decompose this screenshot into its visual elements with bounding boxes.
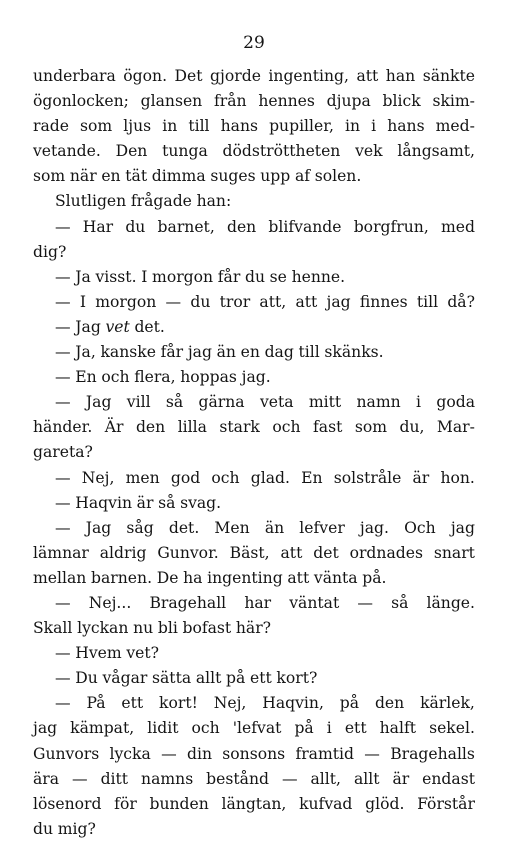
- word: god: [170, 468, 201, 487]
- word: halft: [379, 719, 417, 738]
- word: Är: [104, 418, 124, 437]
- word: dimma: [151, 167, 206, 186]
- word: i: [416, 393, 422, 412]
- word: jag.: [359, 518, 389, 537]
- word: mig?: [57, 819, 96, 838]
- word: Haqvin,: [262, 694, 324, 713]
- word: din: [186, 744, 212, 763]
- word: från: [213, 92, 247, 111]
- word: lösenord: [33, 794, 102, 813]
- word: Bäst,: [229, 543, 270, 562]
- word: fast: [313, 418, 343, 437]
- word: såg: [126, 518, 154, 537]
- word: —: [55, 292, 71, 311]
- word: sonsons: [222, 744, 286, 763]
- text-line: [33, 767, 475, 792]
- word: till: [416, 292, 439, 311]
- word: på: [339, 694, 360, 713]
- word: visst.: [95, 267, 137, 286]
- word: —: [55, 317, 71, 336]
- word: Mar-: [436, 418, 475, 437]
- word: att: [287, 568, 310, 587]
- text-line: [33, 691, 475, 716]
- word: solen.: [314, 167, 362, 186]
- word: ett: [249, 669, 272, 688]
- word: mitt: [308, 393, 342, 412]
- word: och: [272, 418, 301, 437]
- word: det: [313, 543, 339, 562]
- word: vek: [355, 142, 383, 161]
- word: då?: [447, 292, 475, 311]
- word: får: [217, 267, 241, 286]
- word: du: [125, 217, 146, 236]
- word: Har: [82, 217, 114, 236]
- word: glansen: [140, 92, 203, 111]
- word: hans: [387, 117, 425, 136]
- word: namns: [141, 769, 194, 788]
- text-line: [33, 390, 475, 415]
- word: barnet,: [157, 217, 215, 236]
- word: Och: [404, 518, 436, 537]
- word: —: [55, 217, 71, 236]
- word: borgfrun,: [353, 217, 429, 236]
- word: —: [55, 267, 71, 286]
- word: bofast: [182, 619, 232, 638]
- word: —: [55, 368, 71, 387]
- word: På: [86, 694, 106, 713]
- word: du: [190, 292, 211, 311]
- word: ett: [344, 719, 367, 738]
- word: ditt: [100, 769, 129, 788]
- word: Men: [214, 518, 250, 537]
- text-line: [33, 64, 475, 89]
- word: får: [160, 343, 184, 362]
- word: af: [294, 167, 311, 186]
- word: att: [356, 67, 379, 85]
- word: ögon.: [123, 67, 168, 85]
- word: blifvande: [268, 217, 342, 236]
- text-line: [33, 817, 475, 842]
- word: En: [301, 468, 323, 487]
- word: morgon: [95, 292, 157, 311]
- word: det.: [134, 317, 165, 336]
- word: vetande.: [33, 142, 101, 161]
- text-line: [33, 340, 475, 365]
- word: i: [326, 719, 332, 738]
- word: hoppas: [180, 368, 237, 387]
- text-line: [33, 541, 475, 566]
- text-line: [33, 641, 475, 666]
- text-line: [33, 440, 475, 465]
- word: ljus: [123, 117, 152, 136]
- word: Bragehalls: [390, 744, 475, 763]
- word: endast: [422, 769, 475, 788]
- word: —: [281, 769, 298, 788]
- word: Nej,: [213, 694, 247, 713]
- word: upp: [260, 167, 291, 186]
- word: som: [354, 418, 387, 437]
- word: —: [161, 744, 177, 763]
- word: allt: [353, 769, 380, 788]
- word: —: [357, 593, 373, 612]
- word: ära: [33, 769, 60, 788]
- word: för: [114, 794, 137, 813]
- text-line: [33, 491, 475, 516]
- text-line: [33, 666, 475, 691]
- word: bunden: [149, 794, 209, 813]
- word: långsamt,: [397, 142, 475, 161]
- word: —: [55, 518, 71, 537]
- text-line: [33, 164, 475, 189]
- word: är: [136, 493, 154, 512]
- word: —: [55, 493, 71, 512]
- word: barnen.: [91, 568, 153, 587]
- word: och: [211, 468, 240, 487]
- word: allt: [195, 669, 222, 688]
- word: med: [440, 217, 475, 236]
- word: kort?: [276, 669, 318, 688]
- word: så: [391, 593, 409, 612]
- word: till: [298, 343, 320, 362]
- word: länge.: [426, 593, 475, 612]
- word: Förstår: [417, 794, 475, 813]
- word: jag: [326, 292, 351, 311]
- text-line: [33, 315, 475, 340]
- word: mellan: [33, 568, 87, 587]
- text-line: [33, 566, 475, 591]
- page-number: 29: [243, 33, 265, 53]
- word: som: [33, 167, 66, 186]
- word: dödströttheten: [222, 142, 341, 161]
- word: vänta: [313, 568, 358, 587]
- word: aldrig: [99, 543, 147, 562]
- word: med-: [435, 117, 475, 136]
- word: i: [371, 117, 377, 136]
- word: hon.: [440, 468, 475, 487]
- word: på: [294, 719, 314, 738]
- word: Ja: [75, 267, 91, 286]
- word: är: [412, 468, 430, 487]
- word: I: [79, 292, 86, 311]
- word: allt,: [310, 769, 341, 788]
- word: Slutligen: [55, 192, 127, 211]
- word: —: [55, 468, 71, 487]
- word: än: [216, 343, 236, 362]
- text-line: [33, 616, 475, 641]
- text-line: [33, 189, 475, 214]
- word: den: [135, 418, 166, 437]
- word: en: [240, 343, 260, 362]
- body-text: [33, 64, 475, 842]
- word: lämnar: [33, 543, 89, 562]
- word: Nej,: [81, 468, 115, 487]
- word: och: [191, 719, 220, 738]
- word: —: [55, 669, 71, 688]
- word: hennes: [258, 92, 315, 111]
- word: ett: [121, 694, 144, 713]
- text-line: [33, 466, 475, 491]
- word: han:: [196, 192, 232, 211]
- word: vet: [105, 317, 130, 336]
- word: tunga: [162, 142, 208, 161]
- word: Jag: [75, 317, 101, 336]
- word: han: [385, 67, 416, 85]
- word: rade: [33, 117, 69, 136]
- word: —: [55, 593, 71, 612]
- word: stark: [219, 418, 260, 437]
- word: till: [188, 117, 210, 136]
- word: I: [141, 267, 148, 286]
- word: glad.: [250, 468, 290, 487]
- word: men: [125, 468, 160, 487]
- word: Ja,: [75, 343, 96, 362]
- word: tror: [219, 292, 251, 311]
- word: En: [75, 368, 97, 387]
- word: ordnades: [349, 543, 423, 562]
- word: längtan,: [221, 794, 287, 813]
- word: en: [101, 167, 121, 186]
- text-line: [33, 716, 475, 741]
- word: när: [69, 167, 97, 186]
- word: kufvad: [299, 794, 353, 813]
- word: bestånd: [206, 769, 269, 788]
- word: ingenting,: [268, 67, 349, 85]
- word: lidit: [147, 719, 179, 738]
- word: —: [55, 343, 71, 362]
- word: morgon: [152, 267, 214, 286]
- word: det.: [168, 518, 200, 537]
- word: Bragehall: [149, 593, 227, 612]
- word: ha: [183, 568, 203, 587]
- word: Den: [115, 142, 148, 161]
- word: lycka: [109, 744, 151, 763]
- word: sänkte: [422, 67, 475, 85]
- text-line: [33, 742, 475, 767]
- word: som: [80, 117, 113, 136]
- word: Skall: [33, 619, 73, 638]
- word: goda: [436, 393, 475, 412]
- text-line: [33, 591, 475, 616]
- word: solstråle: [333, 468, 402, 487]
- word: väntat: [289, 593, 340, 612]
- word: finnes: [359, 292, 408, 311]
- word: att,: [259, 292, 287, 311]
- word: skänks.: [324, 343, 384, 362]
- word: hans: [220, 117, 258, 136]
- word: vet?: [126, 644, 160, 663]
- word: du: [244, 267, 265, 286]
- word: du: [33, 819, 54, 838]
- word: 'lefvat: [232, 719, 282, 738]
- word: vill: [126, 393, 151, 412]
- word: Det: [174, 67, 203, 85]
- text-line: [33, 139, 475, 164]
- word: än: [264, 518, 285, 537]
- word: Jag: [85, 393, 112, 412]
- word: —: [165, 292, 182, 311]
- word: suges: [210, 167, 256, 186]
- word: in: [345, 117, 361, 136]
- word: den: [226, 217, 257, 236]
- word: den: [374, 694, 405, 713]
- word: framtid: [295, 744, 354, 763]
- word: och: [101, 368, 130, 387]
- word: flera,: [134, 368, 176, 387]
- text-line: [33, 415, 475, 440]
- word: att: [280, 543, 303, 562]
- word: Nej...: [88, 593, 132, 612]
- word: —: [55, 393, 71, 412]
- word: lyckan: [77, 619, 129, 638]
- text-line: [33, 215, 475, 240]
- word: Hvem: [75, 644, 122, 663]
- word: att: [295, 292, 318, 311]
- word: lilla: [177, 418, 207, 437]
- word: veta: [259, 393, 294, 412]
- word: skim-: [432, 92, 475, 111]
- word: svag.: [180, 493, 222, 512]
- word: kanske: [100, 343, 156, 362]
- word: kärlek,: [420, 694, 475, 713]
- word: lefver: [299, 518, 345, 537]
- word: Jag: [85, 518, 112, 537]
- word: på.: [362, 568, 387, 587]
- word: kämpat,: [70, 719, 135, 738]
- text-line: [33, 516, 475, 541]
- word: namn: [356, 393, 401, 412]
- word: Haqvin: [75, 493, 132, 512]
- text-line: [33, 265, 475, 290]
- text-line: [33, 114, 475, 139]
- text-line: [33, 792, 475, 817]
- word: Du: [75, 669, 98, 688]
- word: här?: [235, 619, 272, 638]
- word: tät: [125, 167, 148, 186]
- text-line: [33, 290, 475, 315]
- word: vågar: [102, 669, 148, 688]
- word: jag.: [241, 368, 271, 387]
- word: gjorde: [210, 67, 261, 85]
- word: se: [269, 267, 287, 286]
- word: djupa: [326, 92, 371, 111]
- word: —: [72, 769, 88, 788]
- word: —: [364, 744, 380, 763]
- word: jag: [450, 518, 475, 537]
- word: är: [392, 769, 410, 788]
- word: glöd.: [365, 794, 405, 813]
- word: kort!: [159, 694, 198, 713]
- word: bli: [157, 619, 178, 638]
- word: jag: [33, 719, 58, 738]
- word: underbara: [33, 67, 116, 85]
- word: pupiller,: [269, 117, 334, 136]
- word: sekel.: [429, 719, 475, 738]
- word: blick: [382, 92, 421, 111]
- word: —: [55, 644, 71, 663]
- word: på: [226, 669, 246, 688]
- word: Gunvors: [33, 744, 100, 763]
- word: så: [158, 493, 176, 512]
- word: —: [55, 694, 71, 713]
- word: De: [156, 568, 179, 587]
- word: henne.: [291, 267, 346, 286]
- word: du,: [399, 418, 425, 437]
- word: har: [244, 593, 272, 612]
- word: dag: [264, 343, 294, 362]
- word: sätta: [152, 669, 192, 688]
- text-line: [33, 365, 475, 390]
- text-line: [33, 89, 475, 114]
- text-line: [33, 240, 475, 265]
- word: gareta?: [33, 443, 93, 462]
- word: in: [162, 117, 178, 136]
- word: ögonlocken;: [33, 92, 129, 111]
- word: dig?: [33, 242, 67, 261]
- word: jag: [187, 343, 212, 362]
- word: ingenting: [207, 568, 283, 587]
- word: Gunvor.: [157, 543, 219, 562]
- word: gärna: [198, 393, 245, 412]
- word: snart: [433, 543, 475, 562]
- word: så: [165, 393, 184, 412]
- word: nu: [133, 619, 154, 638]
- word: frågade: [130, 192, 192, 211]
- word: händer.: [33, 418, 93, 437]
